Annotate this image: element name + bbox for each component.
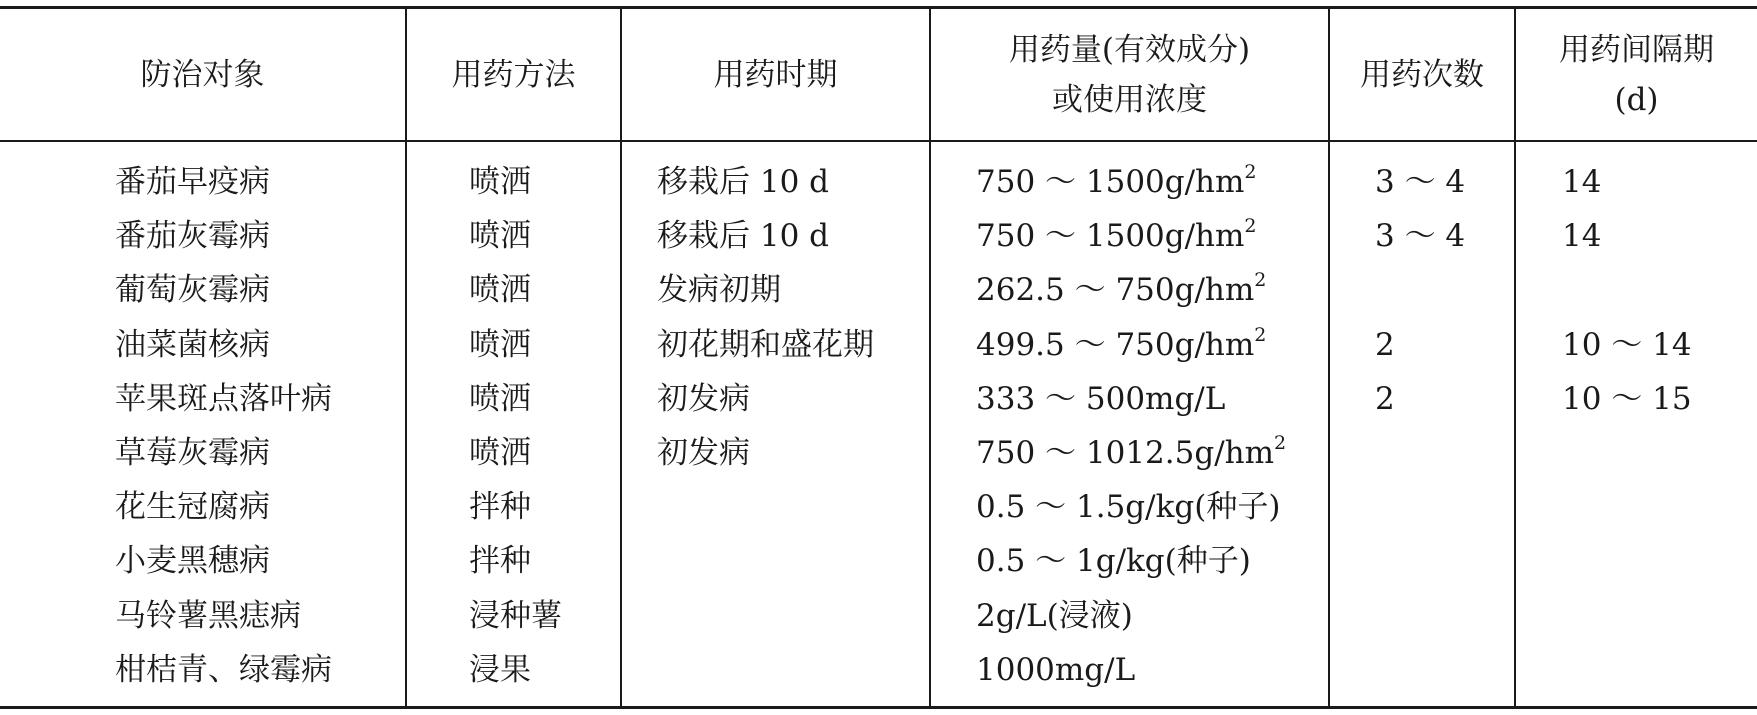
cell-dosage: 262.5 ～ $750g/hm^2$ [976, 268, 1267, 308]
cell-target: 小麦黑穗病 [115, 543, 270, 579]
bottom-rule [0, 706, 1757, 709]
cell-period: 初发病 [657, 435, 750, 471]
cell-method: 浸果 [469, 652, 531, 688]
cell-dosage: 750 ～ $1500g/hm^2$ [976, 160, 1257, 200]
cell-method: 喷洒 [469, 164, 531, 200]
cell-target: 油菜菌核病 [115, 327, 270, 363]
cell-method: 喷洒 [469, 218, 531, 254]
cell-target: 葡萄灰霉病 [115, 272, 270, 308]
header-dosage: 用药量(有效成分) 或使用浓度 [1008, 31, 1251, 118]
header-times: 用药次数 [1360, 56, 1484, 93]
cell-interval: 10 ～ 15 [1562, 381, 1692, 417]
cell-target: 番茄早疫病 [115, 164, 270, 200]
unit-exponent: 2 [1274, 431, 1287, 454]
cell-method: 喷洒 [469, 435, 531, 471]
header-rule [0, 140, 1757, 142]
header-method: 用药方法 [451, 56, 576, 93]
unit-exponent: 2 [1254, 268, 1267, 291]
cell-period: 移栽后 10 d [657, 164, 829, 200]
header-interval: 用药间隔期 (d) [1559, 31, 1714, 118]
cell-times: 3 ～ 4 [1375, 218, 1466, 254]
cell-target: 番茄灰霉病 [115, 218, 270, 254]
cell-period: 发病初期 [657, 272, 781, 308]
header-target: 防治对象 [140, 56, 265, 93]
cell-dosage: 333 ～ 500mg/L [976, 381, 1226, 417]
cell-dosage: 750 ～ $1012.5g/hm^2$ [976, 431, 1287, 471]
cell-method: 拌种 [469, 543, 531, 579]
cell-target: 花生冠腐病 [115, 489, 270, 525]
cell-target: 柑桔青、绿霉病 [115, 652, 332, 688]
cell-target: 苹果斑点落叶病 [115, 381, 332, 417]
header-period: 用药时期 [713, 56, 838, 93]
cell-times: 2 [1375, 327, 1395, 363]
unit-exponent: 2 [1244, 160, 1257, 183]
cell-period: 初发病 [657, 381, 750, 417]
cell-dosage: 2g/L(浸液) [976, 598, 1133, 634]
cell-target: 草莓灰霉病 [115, 435, 270, 471]
cell-times: 3 ～ 4 [1375, 164, 1466, 200]
cell-interval: 10 ～ 14 [1562, 327, 1692, 363]
cell-target: 马铃薯黑痣病 [115, 598, 301, 634]
cell-interval: 14 [1562, 164, 1602, 200]
cell-interval: 14 [1562, 218, 1602, 254]
cell-times: 2 [1375, 381, 1395, 417]
cell-dosage: 499.5 ～ $750g/hm^2$ [976, 323, 1267, 363]
cell-method: 喷洒 [469, 327, 531, 363]
cell-dosage: 0.5 ～ 1g/kg(种子) [976, 543, 1251, 579]
unit-exponent: 2 [1254, 323, 1267, 346]
cell-period: 移栽后 10 d [657, 218, 829, 254]
cell-dosage: 750 ～ $1500g/hm^2$ [976, 214, 1257, 254]
cell-dosage: 1000mg/L [976, 652, 1136, 688]
cell-method: 喷洒 [469, 381, 531, 417]
cell-dosage: 0.5 ～ 1.5g/kg(种子) [976, 489, 1281, 525]
cell-method: 浸种薯 [469, 598, 562, 634]
unit-exponent: 2 [1244, 214, 1257, 237]
cell-method: 喷洒 [469, 272, 531, 308]
cell-method: 拌种 [469, 489, 531, 525]
cell-period: 初花期和盛花期 [657, 327, 874, 363]
